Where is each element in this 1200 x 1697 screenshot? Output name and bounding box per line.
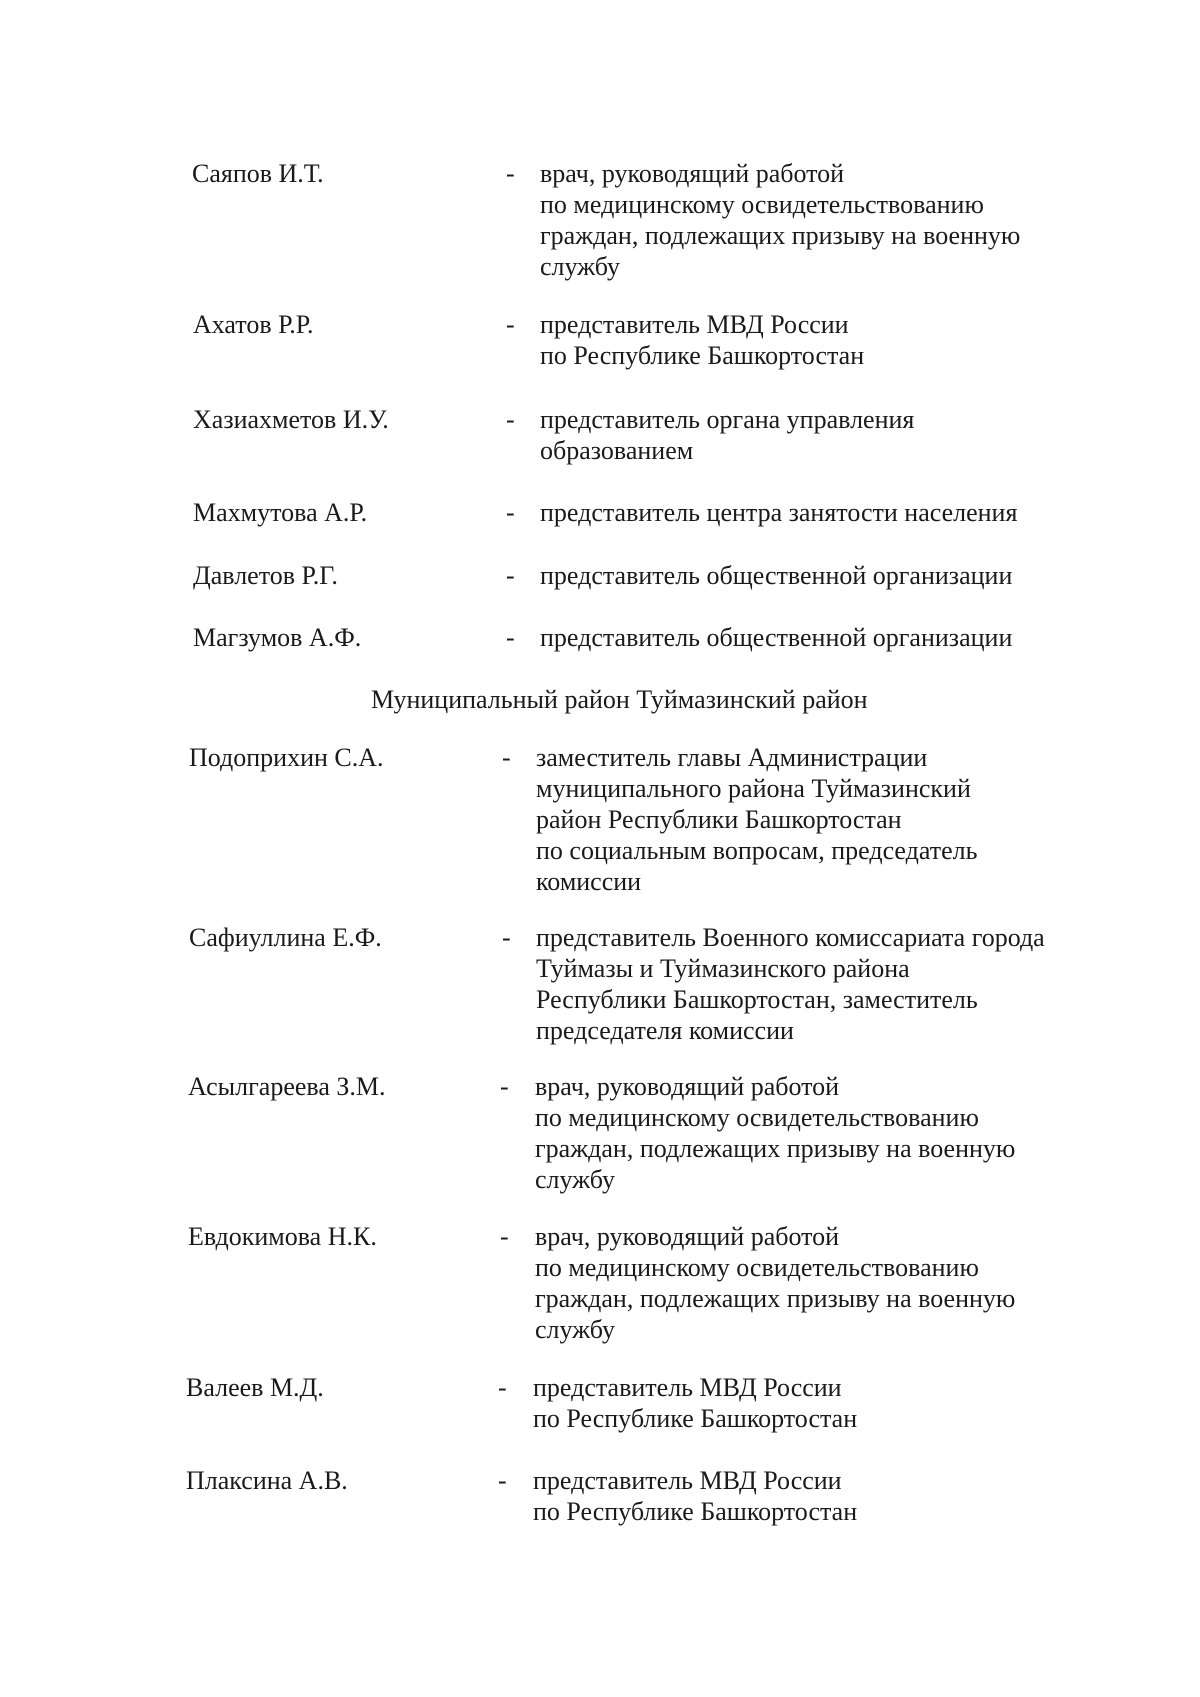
member-dash: - (500, 1072, 509, 1101)
member-role-line: по медицинскому освидетельствованию (535, 1253, 979, 1282)
member-role-line: граждан, подлежащих призыву на военную (540, 221, 1021, 250)
member-role-line: граждан, подлежащих призыву на военную (535, 1134, 1016, 1163)
member-role (536, 742, 1096, 897)
member-role (540, 497, 1100, 528)
section-heading-text: Муниципальный район Туймазинский район (371, 685, 868, 714)
member-role-line: представитель МВД России (540, 310, 849, 339)
member-name: Асылгареева З.М. (188, 1072, 386, 1101)
member-dash: - (506, 310, 515, 339)
member-role-line: представитель МВД России (533, 1466, 842, 1495)
member-dash: - (506, 405, 515, 434)
member-role-line: по медицинскому освидетельствованию (540, 190, 984, 219)
member-dash: - (506, 159, 515, 188)
member-name: Давлетов Р.Г. (193, 561, 338, 590)
member-role-line: службу (535, 1165, 616, 1194)
member-name: Ахатов Р.Р. (193, 310, 314, 339)
member-role (536, 922, 1096, 1046)
member-role-line: комиссии (536, 867, 642, 896)
member-role-line: врач, руководящий работой (535, 1222, 840, 1251)
member-name: Подоприхин С.А. (189, 743, 384, 772)
member-name: Плаксина А.В. (186, 1466, 348, 1495)
member-role-line: представитель органа управления (540, 405, 915, 434)
member-dash: - (498, 1373, 507, 1402)
member-role-line: представитель общественной организации (540, 623, 1013, 652)
member-name: Сафиуллина Е.Ф. (189, 923, 382, 952)
member-role-line: граждан, подлежащих призыву на военную (535, 1284, 1016, 1313)
member-role (540, 404, 1100, 466)
member-name: Хазиахметов И.У. (193, 405, 389, 434)
member-role (540, 309, 1100, 371)
member-role-line: по Республике Башкортостан (533, 1497, 858, 1526)
member-role-line: председателя комиссии (536, 1016, 794, 1045)
member-role-line: по Республике Башкортостан (540, 341, 865, 370)
member-role-line: представитель Военного комиссариата города (536, 923, 1045, 952)
member-role-line: муниципального района Туймазинский (536, 774, 971, 803)
member-role-line: представитель МВД России (533, 1373, 842, 1402)
member-name: Евдокимова Н.К. (188, 1222, 377, 1251)
member-role-line: по социальным вопросам, председатель (536, 836, 978, 865)
member-dash: - (500, 1222, 509, 1251)
member-name: Махмутова А.Р. (193, 498, 368, 527)
member-role (540, 158, 1100, 282)
member-role-line: заместитель главы Администрации (536, 743, 928, 772)
member-role (540, 560, 1100, 591)
member-role-line: представитель центра занятости населения (540, 498, 1018, 527)
member-name: Валеев М.Д. (186, 1373, 324, 1402)
member-role-line: службу (535, 1315, 616, 1344)
member-role-line: по Республике Башкортостан (533, 1404, 858, 1433)
member-dash: - (498, 1466, 507, 1495)
member-role-line: врач, руководящий работой (535, 1072, 840, 1101)
member-role-line: по медицинскому освидетельствованию (535, 1103, 979, 1132)
member-role (535, 1221, 1095, 1345)
member-name: Магзумов А.Ф. (193, 623, 362, 652)
member-role (535, 1071, 1095, 1195)
member-role-line: врач, руководящий работой (540, 159, 845, 188)
member-dash: - (506, 498, 515, 527)
member-role-line: образованием (540, 436, 694, 465)
member-role (533, 1372, 1093, 1434)
member-dash: - (506, 623, 515, 652)
member-dash: - (502, 923, 511, 952)
member-dash: - (502, 743, 511, 772)
member-dash: - (506, 561, 515, 590)
member-role-line: Республики Башкортостан, заместитель (536, 985, 978, 1014)
member-role (533, 1465, 1093, 1527)
member-role-line: службу (540, 252, 621, 281)
member-role-line: район Республики Башкортостан (536, 805, 902, 834)
member-role (540, 622, 1100, 653)
member-role-line: представитель общественной организации (540, 561, 1013, 590)
member-role-line: Туймазы и Туймазинского района (536, 954, 910, 983)
member-name: Саяпов И.Т. (192, 159, 324, 188)
